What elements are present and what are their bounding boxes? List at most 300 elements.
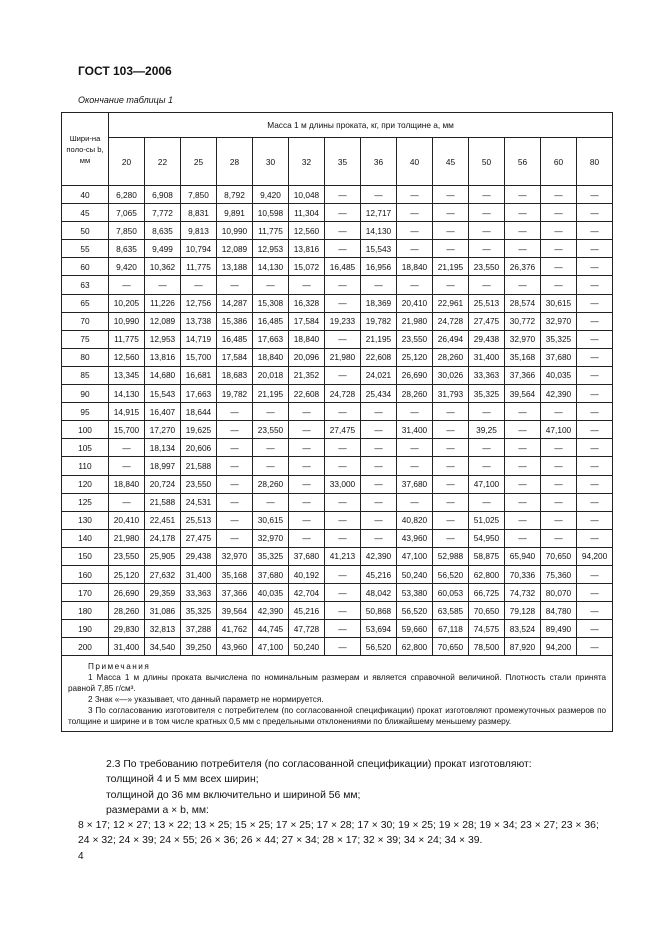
mass-cell: 9,420 — [109, 258, 145, 276]
mass-cell: 26,690 — [397, 366, 433, 384]
mass-cell: — — [577, 204, 613, 222]
width-cell: 120 — [62, 475, 109, 493]
mass-cell: 21,588 — [145, 493, 181, 511]
mass-cell: — — [469, 493, 505, 511]
mass-cell: 8,635 — [109, 240, 145, 258]
mass-cell: 43,960 — [217, 638, 253, 656]
mass-cell: — — [433, 186, 469, 204]
mass-cell: — — [109, 457, 145, 475]
mass-cell: — — [433, 457, 469, 475]
mass-cell: 14,130 — [109, 385, 145, 403]
mass-cell: 74,732 — [505, 584, 541, 602]
mass-cell: 29,830 — [109, 620, 145, 638]
mass-cell: 32,970 — [253, 529, 289, 547]
mass-cell: 14,719 — [181, 330, 217, 348]
mass-cell: 32,970 — [541, 312, 577, 330]
mass-cell: 6,280 — [109, 186, 145, 204]
mass-cell: 12,717 — [361, 204, 397, 222]
mass-cell: — — [325, 602, 361, 620]
mass-cell: 56,520 — [397, 602, 433, 620]
mass-cell: — — [253, 493, 289, 511]
mass-cell: — — [325, 186, 361, 204]
table-row — [62, 638, 613, 656]
mass-cell: 32,970 — [505, 330, 541, 348]
mass-cell: 13,738 — [181, 312, 217, 330]
thickness-header: 22 — [145, 138, 181, 186]
mass-cell: 18,840 — [109, 475, 145, 493]
mass-cell: — — [217, 439, 253, 457]
mass-cell: — — [541, 529, 577, 547]
mass-cell: 56,520 — [361, 638, 397, 656]
mass-cell: — — [541, 475, 577, 493]
mass-cell: 21,980 — [325, 348, 361, 366]
mass-cell: 50,868 — [361, 602, 397, 620]
mass-cell: 40,192 — [289, 565, 325, 583]
mass-cell: 17,663 — [253, 330, 289, 348]
mass-cell: 22,608 — [289, 385, 325, 403]
mass-cell: 75,360 — [541, 565, 577, 583]
mass-cell: 18,683 — [217, 366, 253, 384]
mass-cell: 26,376 — [505, 258, 541, 276]
mass-cell: 52,988 — [433, 547, 469, 565]
mass-table — [61, 112, 613, 732]
mass-cell: 16,328 — [289, 294, 325, 312]
mass-cell: — — [505, 204, 541, 222]
mass-cell: — — [505, 186, 541, 204]
mass-cell: 14,130 — [253, 258, 289, 276]
mass-cell: — — [361, 439, 397, 457]
mass-cell: — — [577, 258, 613, 276]
mass-cell: — — [217, 403, 253, 421]
mass-cell: 16,956 — [361, 258, 397, 276]
mass-cell: — — [577, 475, 613, 493]
mass-cell: 32,970 — [217, 547, 253, 565]
mass-cell: 9,499 — [145, 240, 181, 258]
mass-cell: 74,575 — [469, 620, 505, 638]
width-cell: 110 — [62, 457, 109, 475]
width-cell: 100 — [62, 421, 109, 439]
mass-cell: 31,400 — [181, 565, 217, 583]
mass-cell: 37,680 — [253, 565, 289, 583]
mass-cell: 18,644 — [181, 403, 217, 421]
mass-cell: — — [109, 276, 145, 294]
mass-cell: 21,980 — [397, 312, 433, 330]
mass-cell: 56,520 — [433, 565, 469, 583]
mass-cell: — — [505, 421, 541, 439]
mass-cell: 45,216 — [289, 602, 325, 620]
mass-cell: — — [505, 529, 541, 547]
mass-cell: 67,118 — [433, 620, 469, 638]
note-3: 3 По согласованию изготовителя с потребителем (по согласованной спецификации) прокат изготовляют промежуточных размеров по толщине и ширине и в том числе кратных 0,5 мм с предельными отклонениями по ближайшему меньшему размеру. — [68, 706, 607, 727]
mass-cell: — — [325, 204, 361, 222]
mass-cell: 37,366 — [217, 584, 253, 602]
mass-cell: — — [325, 240, 361, 258]
mass-cell: 12,953 — [253, 240, 289, 258]
mass-cell: 25,120 — [397, 348, 433, 366]
mass-cell: — — [325, 584, 361, 602]
mass-cell: — — [217, 276, 253, 294]
mass-cell: — — [577, 294, 613, 312]
mass-cell: — — [469, 276, 505, 294]
mass-cell: — — [577, 457, 613, 475]
table-row — [62, 584, 613, 602]
mass-cell: — — [577, 385, 613, 403]
thickness-header: 45 — [433, 138, 469, 186]
mass-cell: — — [433, 204, 469, 222]
mass-cell: 39,564 — [217, 602, 253, 620]
mass-cell: 10,048 — [289, 186, 325, 204]
mass-cell: 13,345 — [109, 366, 145, 384]
mass-cell: — — [217, 475, 253, 493]
width-cell: 95 — [62, 403, 109, 421]
mass-cell: — — [433, 439, 469, 457]
width-cell: 180 — [62, 602, 109, 620]
mass-cell: 41,762 — [217, 620, 253, 638]
mass-cell: 47,100 — [541, 421, 577, 439]
mass-cell: 25,434 — [361, 385, 397, 403]
mass-cell: — — [217, 511, 253, 529]
mass-cell: — — [325, 565, 361, 583]
mass-cell: 24,728 — [325, 385, 361, 403]
mass-cell: 32,813 — [145, 620, 181, 638]
mass-cell: — — [577, 584, 613, 602]
mass-cell: 13,188 — [217, 258, 253, 276]
mass-cell: — — [325, 403, 361, 421]
mass-cell: 34,540 — [145, 638, 181, 656]
thickness-header: 80 — [577, 138, 613, 186]
mass-cell: 13,816 — [289, 240, 325, 258]
mass-cell: 58,875 — [469, 547, 505, 565]
mass-cell: 22,451 — [145, 511, 181, 529]
mass-cell: 31,086 — [145, 602, 181, 620]
mass-cell: 8,792 — [217, 186, 253, 204]
mass-cell: 53,694 — [361, 620, 397, 638]
mass-cell: 41,213 — [325, 547, 361, 565]
mass-cell: 12,089 — [217, 240, 253, 258]
mass-cell: — — [577, 348, 613, 366]
mass-cell: 30,615 — [253, 511, 289, 529]
mass-cell: 25,513 — [181, 511, 217, 529]
page-number: 4 — [78, 851, 84, 862]
mass-cell: 11,226 — [145, 294, 181, 312]
mass-cell: 70,650 — [469, 602, 505, 620]
table-row — [62, 547, 613, 565]
section-paragraph-2: толщиной 4 и 5 мм всех ширин; — [106, 774, 259, 786]
section-paragraph-1: 2.3 По требованию потребителя (по согласованной спецификации) прокат изготовляют: — [106, 759, 532, 770]
mass-cell: 23,550 — [469, 258, 505, 276]
mass-cell: — — [469, 186, 505, 204]
mass-cell: 94,200 — [577, 547, 613, 565]
mass-cell: — — [361, 511, 397, 529]
table-row — [62, 403, 613, 421]
mass-cell: — — [541, 439, 577, 457]
width-cell: 55 — [62, 240, 109, 258]
mass-cell: 29,438 — [181, 547, 217, 565]
table-row — [62, 276, 613, 294]
table-notes — [62, 656, 613, 732]
mass-cell: — — [361, 457, 397, 475]
thickness-header: 20 — [109, 138, 145, 186]
mass-cell: 21,352 — [289, 366, 325, 384]
width-cell: 130 — [62, 511, 109, 529]
mass-cell: — — [289, 421, 325, 439]
mass-cell: 12,560 — [289, 222, 325, 240]
mass-cell: — — [217, 493, 253, 511]
mass-cell: 17,584 — [217, 348, 253, 366]
width-cell: 160 — [62, 565, 109, 583]
mass-cell: — — [469, 240, 505, 258]
mass-cell: — — [433, 240, 469, 258]
mass-cell: 22,608 — [361, 348, 397, 366]
mass-cell: 47,100 — [397, 547, 433, 565]
mass-cell: — — [361, 276, 397, 294]
mass-cell: 47,100 — [253, 638, 289, 656]
note-1: 1 Масса 1 м длины проката вычислена по номинальным размерам и является справочной величиной. Плотность стали принята равной 7,85 г/см³. — [68, 673, 607, 694]
mass-group-header: Масса 1 м длины проката, кг, при толщине a, мм — [109, 113, 613, 138]
mass-cell: 62,800 — [397, 638, 433, 656]
mass-cell: — — [397, 493, 433, 511]
thickness-header: 50 — [469, 138, 505, 186]
mass-cell: — — [577, 366, 613, 384]
mass-cell: 9,891 — [217, 204, 253, 222]
table-row — [62, 421, 613, 439]
mass-cell: — — [253, 276, 289, 294]
mass-cell: 19,625 — [181, 421, 217, 439]
mass-cell: 37,288 — [181, 620, 217, 638]
mass-cell: — — [433, 511, 469, 529]
table-row — [62, 294, 613, 312]
width-cell: 70 — [62, 312, 109, 330]
width-cell: 85 — [62, 366, 109, 384]
mass-cell: 26,494 — [433, 330, 469, 348]
mass-cell: 15,543 — [361, 240, 397, 258]
mass-cell: 14,915 — [109, 403, 145, 421]
mass-cell: 80,070 — [541, 584, 577, 602]
mass-cell: 37,680 — [541, 348, 577, 366]
mass-cell: 20,724 — [145, 475, 181, 493]
mass-cell: — — [397, 204, 433, 222]
table-row — [62, 186, 613, 204]
mass-cell: — — [577, 240, 613, 258]
width-cell: 63 — [62, 276, 109, 294]
mass-cell: 20,410 — [397, 294, 433, 312]
mass-cell: 21,195 — [361, 330, 397, 348]
mass-cell: 20,018 — [253, 366, 289, 384]
thickness-header: 36 — [361, 138, 397, 186]
mass-cell: — — [577, 511, 613, 529]
mass-cell: — — [397, 222, 433, 240]
mass-cell: 17,663 — [181, 385, 217, 403]
mass-cell: 60,053 — [433, 584, 469, 602]
mass-cell: 50,240 — [289, 638, 325, 656]
mass-cell: 40,035 — [541, 366, 577, 384]
mass-cell: 18,997 — [145, 457, 181, 475]
mass-cell: 87,920 — [505, 638, 541, 656]
mass-cell: — — [325, 439, 361, 457]
mass-cell: 15,072 — [289, 258, 325, 276]
mass-cell: — — [577, 403, 613, 421]
mass-cell: 39,564 — [505, 385, 541, 403]
mass-cell: — — [541, 511, 577, 529]
mass-cell: — — [397, 403, 433, 421]
mass-cell: 25,905 — [145, 547, 181, 565]
mass-cell: 33,363 — [469, 366, 505, 384]
mass-cell: 42,704 — [289, 584, 325, 602]
width-cell: 80 — [62, 348, 109, 366]
mass-cell: 14,680 — [145, 366, 181, 384]
mass-cell: — — [541, 276, 577, 294]
mass-cell: — — [469, 439, 505, 457]
width-cell: 140 — [62, 529, 109, 547]
mass-cell: — — [289, 529, 325, 547]
mass-cell: 13,816 — [145, 348, 181, 366]
width-cell: 65 — [62, 294, 109, 312]
mass-cell: 16,407 — [145, 403, 181, 421]
mass-cell: 31,400 — [397, 421, 433, 439]
mass-cell: 89,490 — [541, 620, 577, 638]
table-row — [62, 385, 613, 403]
mass-cell: 31,400 — [109, 638, 145, 656]
table-row — [62, 602, 613, 620]
mass-cell: 17,584 — [289, 312, 325, 330]
mass-cell: 12,953 — [145, 330, 181, 348]
mass-cell: — — [577, 312, 613, 330]
mass-cell: 25,120 — [109, 565, 145, 583]
section-paragraph-3: толщиной до 36 мм включительно и шириной 56 мм; — [106, 789, 361, 801]
mass-cell: — — [433, 403, 469, 421]
mass-cell: 63,585 — [433, 602, 469, 620]
mass-cell: — — [577, 421, 613, 439]
mass-cell: 70,650 — [541, 547, 577, 565]
mass-cell: 11,775 — [253, 222, 289, 240]
mass-cell: 51,025 — [469, 511, 505, 529]
section-2-3 — [78, 757, 610, 849]
mass-cell: — — [289, 403, 325, 421]
width-cell: 105 — [62, 439, 109, 457]
mass-cell: 11,775 — [109, 330, 145, 348]
mass-cell: 33,000 — [325, 475, 361, 493]
mass-cell: 23,550 — [397, 330, 433, 348]
mass-cell: — — [361, 529, 397, 547]
mass-cell: 94,200 — [541, 638, 577, 656]
table-row — [62, 240, 613, 258]
mass-cell: — — [433, 529, 469, 547]
mass-cell: 40,820 — [397, 511, 433, 529]
mass-cell: — — [577, 186, 613, 204]
mass-cell: — — [433, 493, 469, 511]
mass-cell: 16,681 — [181, 366, 217, 384]
mass-cell: — — [361, 493, 397, 511]
thickness-header: 25 — [181, 138, 217, 186]
thickness-header: 40 — [397, 138, 433, 186]
mass-cell: 29,438 — [469, 330, 505, 348]
mass-cell: 27,632 — [145, 565, 181, 583]
mass-cell: 16,485 — [325, 258, 361, 276]
mass-cell: 39,250 — [181, 638, 217, 656]
mass-cell: 42,390 — [541, 385, 577, 403]
mass-cell: — — [433, 475, 469, 493]
mass-cell: 62,800 — [469, 565, 505, 583]
mass-cell: — — [577, 493, 613, 511]
mass-cell: — — [505, 511, 541, 529]
mass-cell: 28,260 — [109, 602, 145, 620]
mass-cell: — — [361, 475, 397, 493]
mass-cell: 21,195 — [433, 258, 469, 276]
mass-cell: 18,840 — [253, 348, 289, 366]
mass-cell: 23,550 — [253, 421, 289, 439]
mass-cell: — — [577, 222, 613, 240]
table-row — [62, 620, 613, 638]
mass-cell: 24,531 — [181, 493, 217, 511]
width-cell: 190 — [62, 620, 109, 638]
mass-cell: 6,908 — [145, 186, 181, 204]
mass-cell: 29,359 — [145, 584, 181, 602]
mass-cell: 45,216 — [361, 565, 397, 583]
mass-cell: 53,380 — [397, 584, 433, 602]
thickness-header-row — [62, 138, 613, 186]
mass-cell: — — [289, 457, 325, 475]
table-row — [62, 312, 613, 330]
mass-cell: 37,680 — [289, 547, 325, 565]
note-2: 2 Знак «—» указывает, что данный параметр не нормируется. — [88, 695, 324, 705]
mass-cell: 12,560 — [109, 348, 145, 366]
mass-cell: 33,363 — [181, 584, 217, 602]
table-row — [62, 204, 613, 222]
mass-cell: 17,270 — [145, 421, 181, 439]
mass-cell: — — [325, 511, 361, 529]
thickness-header: 60 — [541, 138, 577, 186]
mass-cell: 35,325 — [253, 547, 289, 565]
mass-cell: 15,700 — [181, 348, 217, 366]
mass-cell: 28,260 — [433, 348, 469, 366]
mass-cell: 70,650 — [433, 638, 469, 656]
mass-cell: 44,745 — [253, 620, 289, 638]
mass-cell: 21,195 — [253, 385, 289, 403]
mass-cell: 48,042 — [361, 584, 397, 602]
section-paragraph-5: 8 × 17; 12 × 27; 13 × 22; 13 × 25; 15 × 25; 17 × 25; 17 × 28; 17 × 30; 19 × 25; 19 × 28; 19 × 34; 23 × 27; 23 × 36; 24 × 32; 24 × 39; 24 × 55; 26 × 36; 26 × 44; 27 × 34; 28 × 17; 32 × 39; 34 × 24; 34 × 39. — [78, 820, 599, 847]
mass-cell: — — [397, 439, 433, 457]
mass-cell: — — [217, 421, 253, 439]
mass-cell: 25,513 — [469, 294, 505, 312]
mass-cell: 23,550 — [109, 547, 145, 565]
mass-cell: — — [325, 529, 361, 547]
mass-cell: — — [397, 457, 433, 475]
mass-cell: 54,950 — [469, 529, 505, 547]
mass-cell: — — [397, 186, 433, 204]
mass-cell: 20,606 — [181, 439, 217, 457]
mass-cell: 15,700 — [109, 421, 145, 439]
mass-cell: 10,598 — [253, 204, 289, 222]
mass-cell: — — [109, 493, 145, 511]
mass-cell: 35,168 — [505, 348, 541, 366]
mass-cell: 16,485 — [217, 330, 253, 348]
mass-cell: — — [181, 276, 217, 294]
table-row — [62, 366, 613, 384]
mass-cell: 10,990 — [109, 312, 145, 330]
table-row — [62, 439, 613, 457]
mass-cell: 16,485 — [253, 312, 289, 330]
mass-cell: 24,021 — [361, 366, 397, 384]
mass-cell: 28,260 — [253, 475, 289, 493]
mass-cell: 50,240 — [397, 565, 433, 583]
table-body — [62, 186, 613, 656]
mass-cell: 23,550 — [181, 475, 217, 493]
mass-cell: — — [577, 602, 613, 620]
mass-table-container — [61, 112, 613, 732]
mass-cell: 15,308 — [253, 294, 289, 312]
mass-cell: 27,475 — [325, 421, 361, 439]
mass-cell: — — [469, 222, 505, 240]
